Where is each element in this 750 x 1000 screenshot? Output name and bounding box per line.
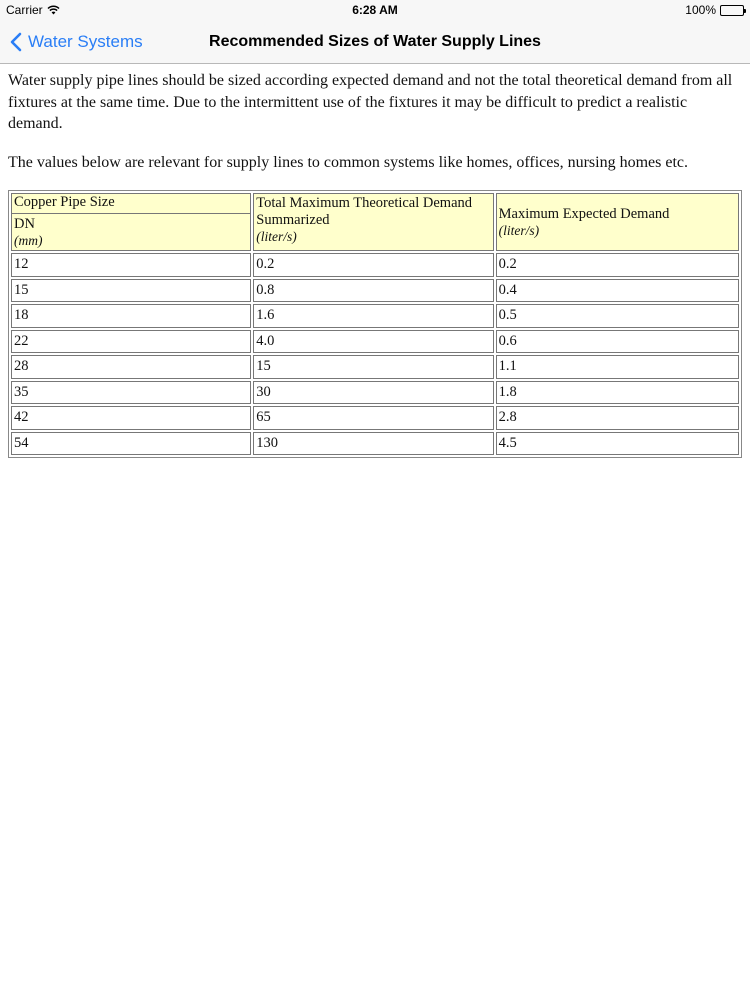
page-title: Recommended Sizes of Water Supply Lines — [209, 33, 541, 50]
cell-expected-demand: 0.6 — [496, 330, 739, 354]
table-row — [11, 406, 739, 430]
cell-theoretical-demand: 30 — [253, 381, 493, 405]
table-row — [11, 253, 739, 277]
cell-expected-demand: 1.1 — [496, 355, 739, 379]
table-row — [11, 304, 739, 328]
header-expected-demand-title: Maximum Expected Demand — [498, 205, 670, 222]
battery-percent: 100% — [685, 3, 716, 17]
cell-theoretical-demand: 65 — [253, 406, 493, 430]
header-pipe-size-dn: DN — [14, 216, 35, 232]
header-pipe-size-title: Copper Pipe Size — [12, 194, 250, 214]
cell-pipe-size: 12 — [11, 253, 251, 277]
intro-paragraph-1: Water supply pipe lines should be sized according expected demand and not the total theoretical demand from all fixtures at the same time. Due to the intermittent use of the fixtures it may be difficult to predict a realistic demand. — [8, 72, 733, 132]
navigation-bar — [0, 20, 750, 64]
carrier-label: Carrier — [6, 3, 43, 17]
cell-pipe-size: 35 — [11, 381, 251, 405]
cell-expected-demand: 1.8 — [496, 381, 739, 405]
back-button-label: Water Systems — [28, 32, 143, 51]
header-expected-demand — [496, 193, 739, 251]
cell-pipe-size: 15 — [11, 279, 251, 303]
header-theoretical-demand-title: Total Maximum Theoretical Demand Summarized — [256, 195, 473, 228]
status-time: 6:28 AM — [352, 3, 398, 17]
cell-theoretical-demand: 130 — [253, 432, 493, 456]
header-pipe-size-unit: (mm) — [14, 233, 43, 248]
cell-expected-demand: 0.2 — [496, 253, 739, 277]
header-pipe-size — [11, 193, 251, 251]
cell-theoretical-demand: 4.0 — [253, 330, 493, 354]
status-bar — [0, 0, 750, 20]
table-header-row — [11, 193, 739, 251]
battery-status — [685, 3, 744, 17]
cell-pipe-size: 28 — [11, 355, 251, 379]
cell-theoretical-demand: 0.2 — [253, 253, 493, 277]
cell-theoretical-demand: 0.8 — [253, 279, 493, 303]
table-row — [11, 355, 739, 379]
header-theoretical-demand — [253, 193, 493, 251]
table-row — [11, 432, 739, 456]
header-theoretical-demand-unit: (liter/s) — [256, 229, 297, 244]
battery-icon — [720, 5, 744, 16]
content-area — [8, 70, 742, 458]
table-row — [11, 381, 739, 405]
cell-expected-demand: 0.4 — [496, 279, 739, 303]
header-expected-demand-unit: (liter/s) — [498, 222, 540, 238]
cell-pipe-size: 42 — [11, 406, 251, 430]
cell-pipe-size: 22 — [11, 330, 251, 354]
cell-pipe-size: 54 — [11, 432, 251, 456]
table-row — [11, 330, 739, 354]
cell-expected-demand: 2.8 — [496, 406, 739, 430]
table-row — [11, 279, 739, 303]
cell-pipe-size: 18 — [11, 304, 251, 328]
cell-theoretical-demand: 15 — [253, 355, 493, 379]
cell-theoretical-demand: 1.6 — [253, 304, 493, 328]
intro-paragraph-2: The values below are relevant for supply lines to common systems like homes, offices, nursing homes etc. — [8, 153, 688, 171]
cell-expected-demand: 0.5 — [496, 304, 739, 328]
supply-lines-table — [8, 190, 742, 458]
cell-expected-demand: 4.5 — [496, 432, 739, 456]
